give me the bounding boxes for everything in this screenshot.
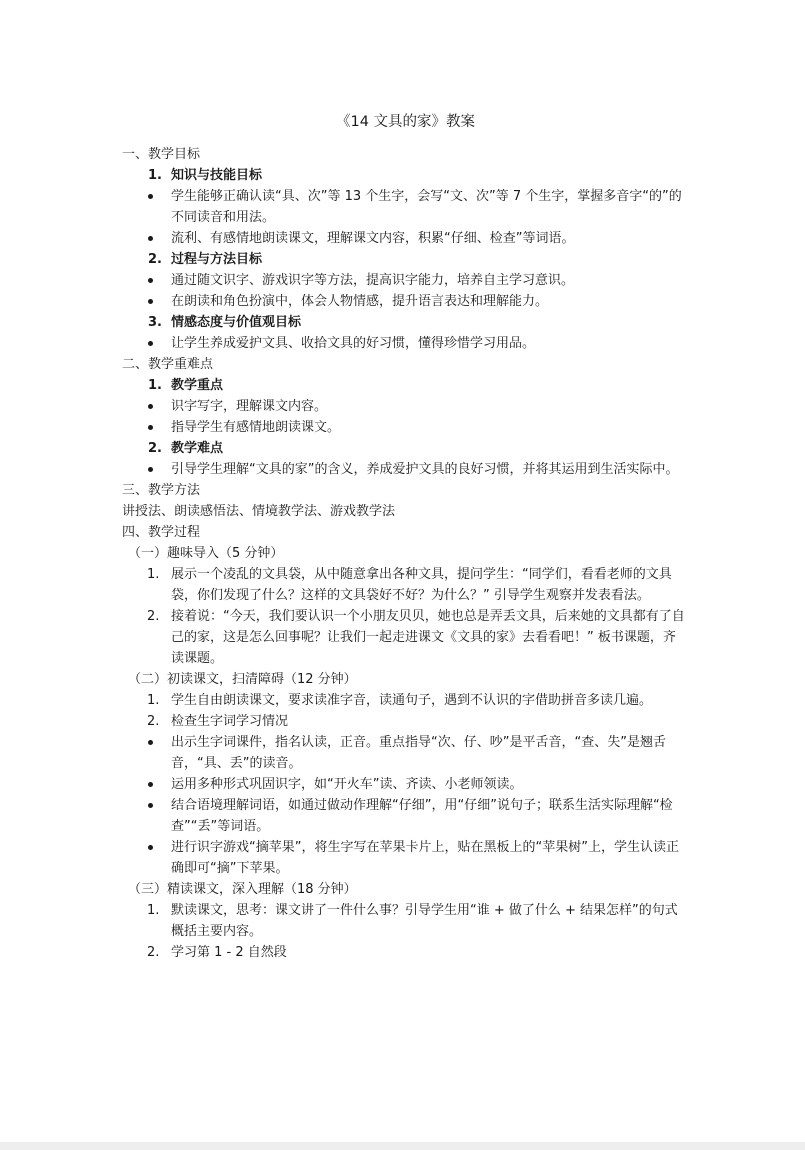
list-item-text: 出示生字词课件，指名认读，正音。重点指导“次、仔、吵”是平舌音，“查、失”是翘舌音，“具、丢”的读音。 — [171, 735, 666, 771]
item-text: 学生自由朗读课文，要求读准字音，读通句子，遇到不认识的字借助拼音多读几遍。 — [171, 693, 653, 708]
subheading-knowledge — [0, 165, 805, 186]
methods-text: 讲授法、朗读感悟法、情境教学法、游戏教学法 — [122, 504, 396, 519]
list-item-text: 指导学生有感情地朗读课文。 — [171, 420, 341, 435]
document-body — [0, 144, 805, 963]
list-item — [0, 291, 805, 312]
list-item-text: 通过随文识字、游戏识字等方法，提高识字能力，培养自主学习意识。 — [171, 273, 575, 288]
bullet-icon — [148, 404, 153, 409]
numbered-item — [0, 564, 805, 606]
section-heading-process: 四、教学过程 — [122, 525, 201, 540]
heading-number: 1. — [148, 378, 162, 393]
section-heading-methods: 三、教学方法 — [122, 483, 201, 498]
list-item-text: 识字写字，理解课文内容。 — [171, 399, 328, 414]
heading-number: 2. — [148, 252, 162, 267]
phase-heading-first-reading: （二）初读课文，扫清障碍（12 分钟） — [128, 672, 357, 687]
phase-heading-close-reading: （三）精读课文，深入理解（18 分钟） — [128, 882, 357, 897]
subheading-focus — [0, 375, 805, 396]
heading-text: 知识与技能目标 — [171, 168, 263, 183]
subheading-attitude — [0, 312, 805, 333]
bullet-icon — [148, 803, 153, 808]
list-item-text: 流利、有感情地朗读课文，理解课文内容，积累“仔细、检查”等词语。 — [171, 231, 575, 246]
list-item — [0, 333, 805, 354]
bullet-icon — [148, 845, 153, 850]
bullet-icon — [148, 236, 153, 241]
bullet-icon — [148, 740, 153, 745]
heading-number: 2. — [148, 441, 162, 456]
heading-text: 教学重点 — [171, 378, 224, 393]
bullet-icon — [148, 467, 153, 472]
numbered-item — [0, 606, 805, 669]
numbered-item — [0, 900, 805, 942]
list-item-text: 结合语境理解词语，如通过做动作理解“仔细”，用“仔细”说句子；联系生活实际理解“检查”“丢”等词语。 — [171, 798, 673, 834]
bullet-icon — [148, 341, 153, 346]
bullet-icon — [148, 194, 153, 199]
item-number: 1. — [147, 903, 160, 918]
subheading-process — [0, 249, 805, 270]
list-item — [0, 774, 805, 795]
list-item — [0, 186, 805, 228]
item-number: 2. — [147, 609, 160, 624]
item-text: 检查生字词学习情况 — [171, 714, 289, 729]
section-heading-objectives: 一、教学目标 — [122, 147, 201, 162]
phase-heading-intro: （一）趣味导入（5 分钟） — [128, 546, 284, 561]
page-title: 《14 文具的家》教案 — [335, 114, 476, 130]
item-text: 接着说：“今天，我们要认识一个小朋友贝贝，她也总是弄丢文具，后来她的文具都有了自己的家，这是怎么回事呢？让我们一起走进课文《文具的家》去看看吧！” 板书课题，齐读课题。 — [171, 609, 685, 666]
list-item — [0, 396, 805, 417]
list-item-text: 运用多种形式巩固识字，如“开火车”读、齐读、小老师领读。 — [171, 777, 523, 792]
list-item — [0, 228, 805, 249]
list-item — [0, 795, 805, 837]
heading-text: 过程与方法目标 — [171, 252, 263, 267]
item-number: 2. — [147, 945, 160, 960]
subheading-difficulty — [0, 438, 805, 459]
list-item — [0, 459, 805, 480]
section-heading-key-points: 二、教学重难点 — [122, 357, 214, 372]
item-text: 学习第 1 - 2 自然段 — [171, 945, 287, 960]
heading-number: 1. — [148, 168, 162, 183]
list-item-text: 引导学生理解“文具的家”的含义，养成爱护文具的良好习惯，并将其运用到生活实际中。 — [171, 462, 679, 477]
list-item-text: 在朗读和角色扮演中，体会人物情感，提升语言表达和理解能力。 — [171, 294, 549, 309]
list-item-text: 进行识字游戏“摘苹果”，将生字写在苹果卡片上，贴在黑板上的“苹果树”上，学生认读正确即可“摘”下苹果。 — [171, 840, 679, 876]
list-item — [0, 270, 805, 291]
numbered-item — [0, 711, 805, 732]
item-text: 展示一个凌乱的文具袋，从中随意拿出各种文具，提问学生：“同学们，看看老师的文具袋，你们发现了什么？这样的文具袋好不好？为什么？” 引导学生观察并发表看法。 — [171, 567, 672, 603]
bullet-icon — [148, 782, 153, 787]
list-item — [0, 732, 805, 774]
item-text: 默读课文，思考：课文讲了一件什么事？引导学生用“谁 + 做了什么 + 结果怎样”的句式概括主要内容。 — [171, 903, 678, 939]
list-item-text: 让学生养成爱护文具、收拾文具的好习惯，懂得珍惜学习用品。 — [171, 336, 536, 351]
bullet-icon — [148, 425, 153, 430]
numbered-item — [0, 942, 805, 963]
heading-text: 情感态度与价值观目标 — [171, 315, 302, 330]
list-item — [0, 837, 805, 879]
heading-text: 教学难点 — [171, 441, 224, 456]
item-number: 1. — [147, 693, 160, 708]
item-number: 1. — [147, 567, 160, 582]
heading-number: 3. — [148, 315, 162, 330]
item-number: 2. — [147, 714, 160, 729]
bullet-icon — [148, 278, 153, 283]
numbered-item — [0, 690, 805, 711]
list-item — [0, 417, 805, 438]
bullet-icon — [148, 299, 153, 304]
list-item-text: 学生能够正确认读“具、次”等 13 个生字，会写“文、次”等 7 个生字，掌握多音字“的”的不同读音和用法。 — [171, 189, 682, 225]
